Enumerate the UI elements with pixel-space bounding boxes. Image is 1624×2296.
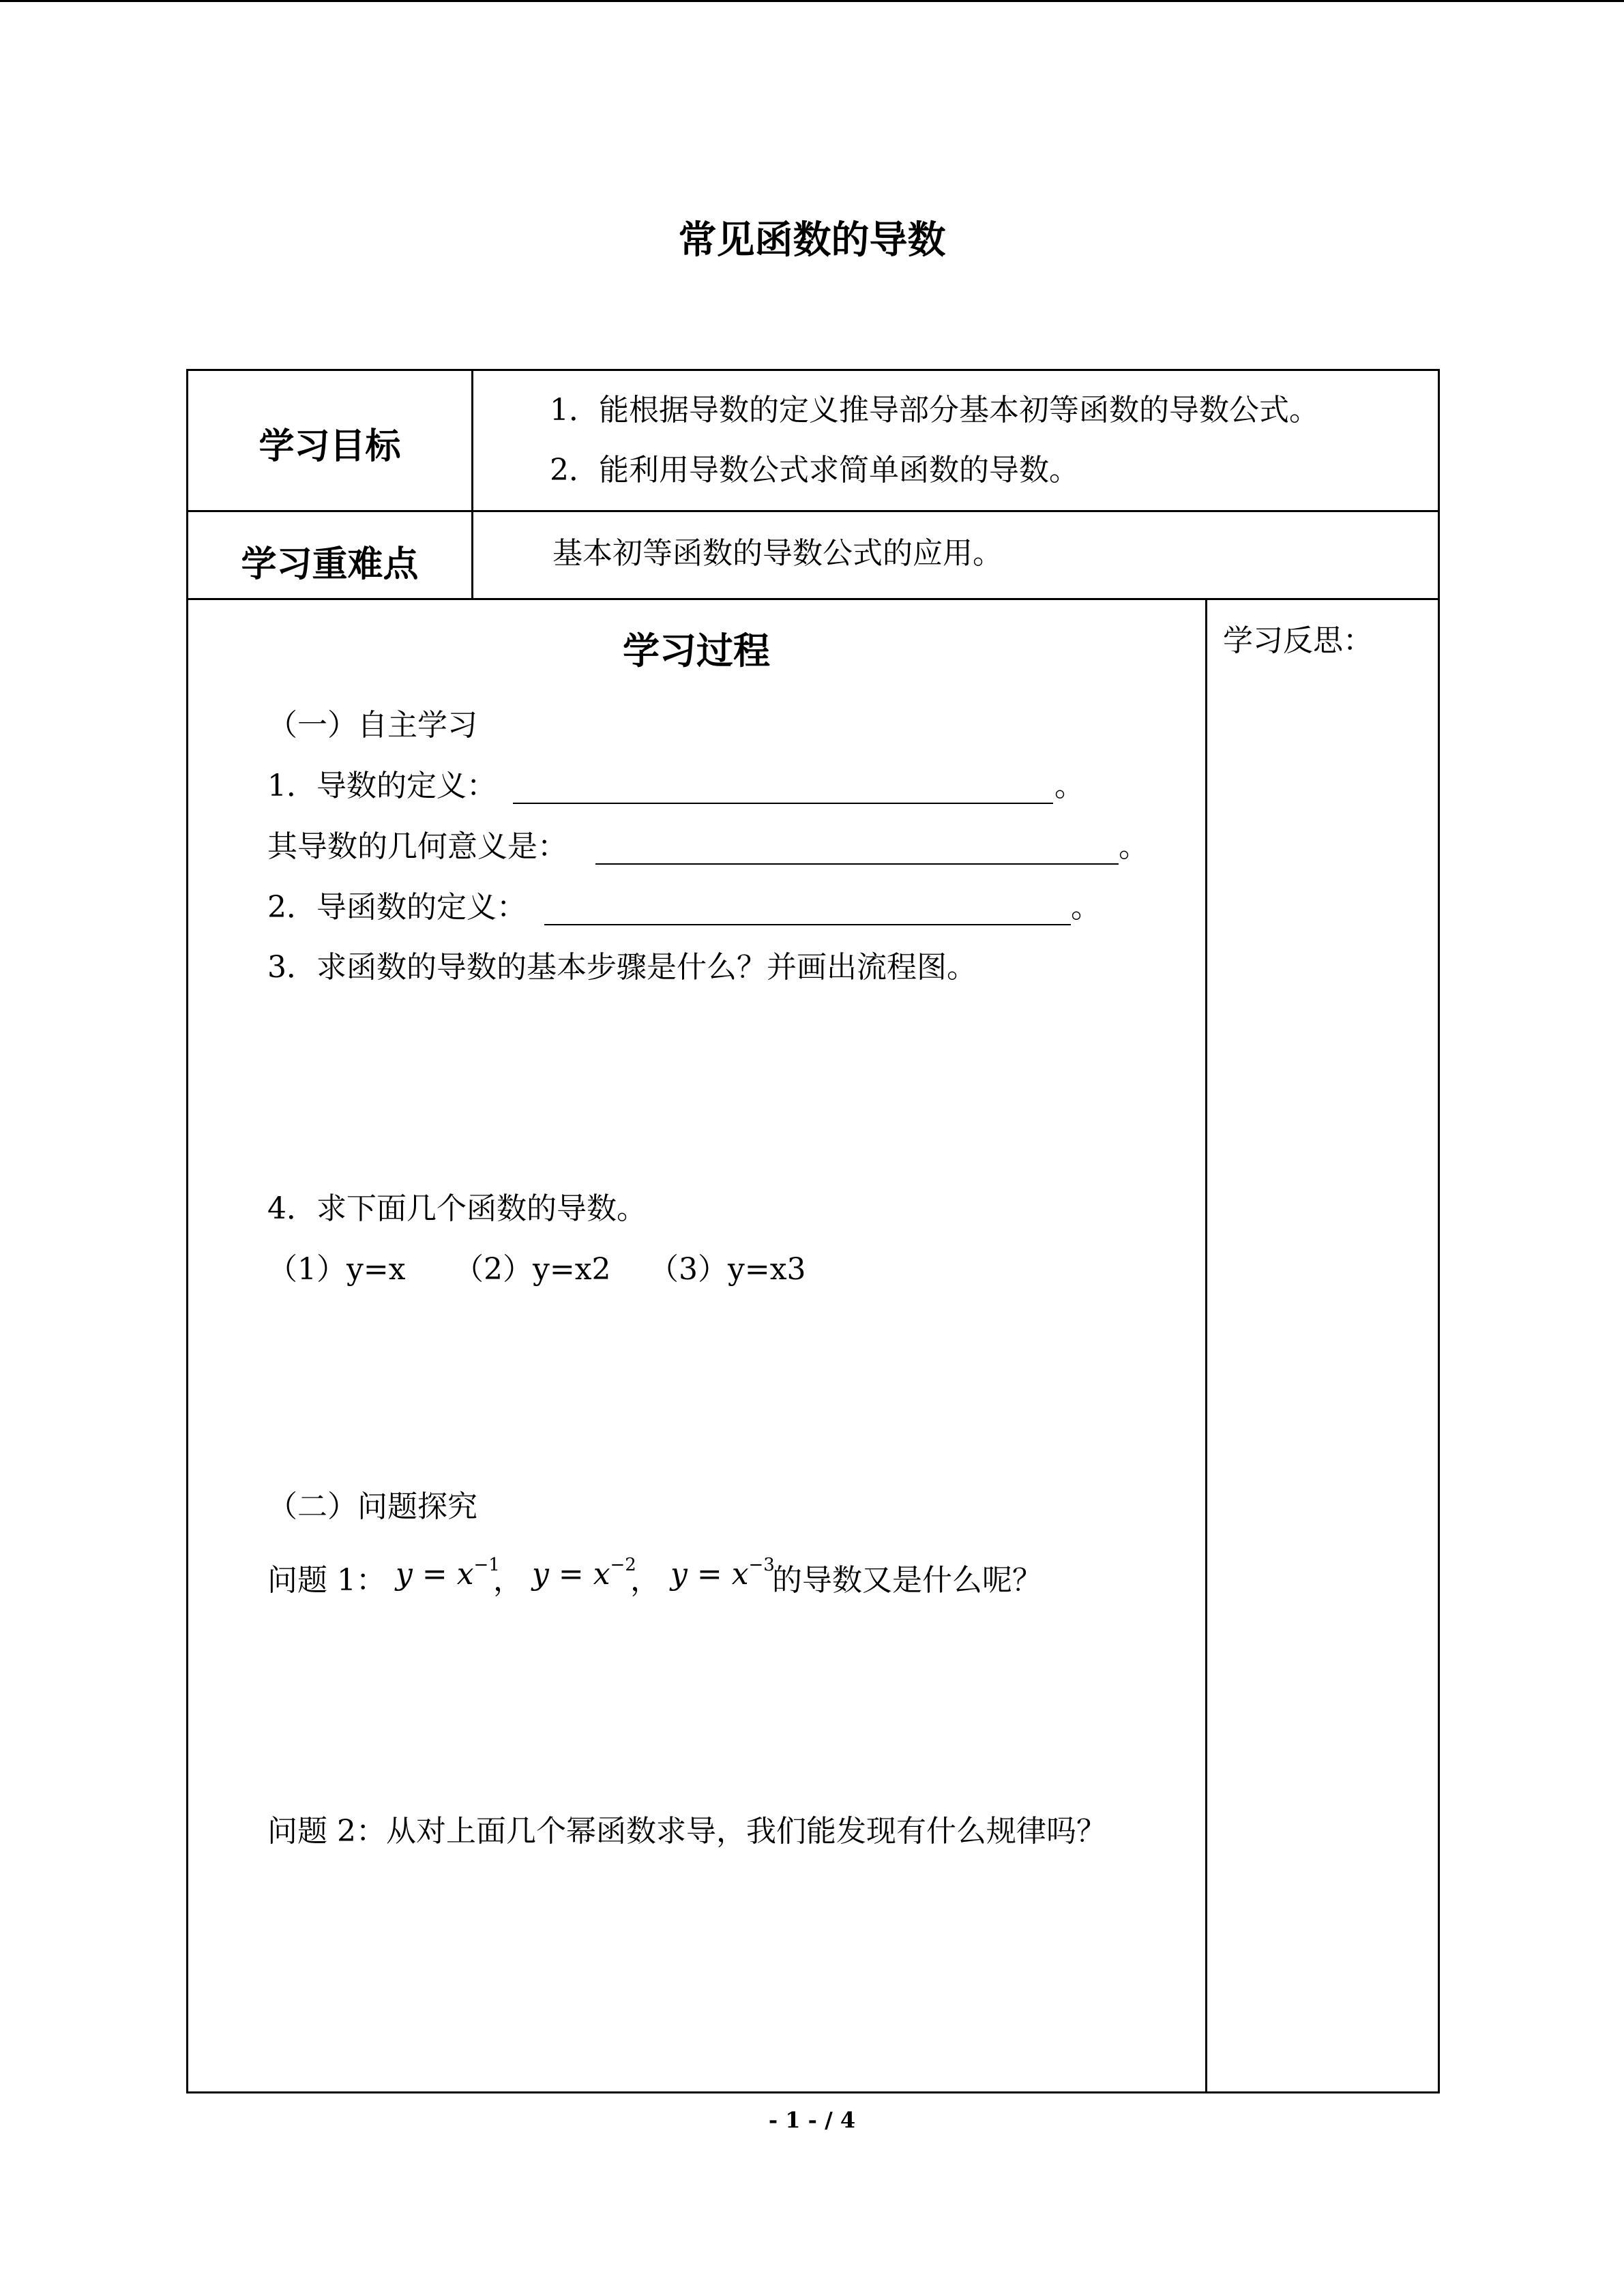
- section1-title: （一）自主学习: [267, 708, 477, 743]
- problem1-expr: $y = x^{-3}$: [670, 1555, 775, 1592]
- page-footer: - 1 - / 4: [768, 2107, 856, 2133]
- q4-item: （1）y=x: [267, 1252, 406, 1287]
- q4-item: （2）y=x2: [454, 1252, 611, 1287]
- row-divider: [186, 510, 1440, 512]
- row-divider: [186, 598, 1440, 600]
- key-points-label: 学习重难点: [241, 544, 419, 585]
- q1b-prefix: 其导数的几何意义是：: [267, 829, 567, 864]
- problem1-prefix: 问题 1：: [267, 1563, 386, 1598]
- problem1-expr: $y = x^{-2}$: [532, 1555, 636, 1592]
- q1-suffix: 。: [1054, 769, 1084, 803]
- answer-blank[interactable]: [513, 803, 1053, 804]
- section2-title: （二）问题探究: [267, 1489, 477, 1524]
- col-divider: [471, 369, 473, 600]
- process-heading: 学习过程: [623, 629, 770, 672]
- key-points-content: 基本初等函数的导数公式的应用。: [552, 536, 1003, 571]
- col-divider: [1205, 598, 1207, 2093]
- q1-prefix: 1．导数的定义：: [267, 769, 497, 803]
- problem2-text: 问题 2：从对上面几个幂函数求导，我们能发现有什么规律吗？: [267, 1814, 1106, 1849]
- q2-prefix: 2．导函数的定义：: [267, 890, 527, 925]
- objective-item: 1．能根据导数的定义推导部分基本初等函数的导数公式。: [550, 393, 1319, 428]
- problem1-sep: ，: [493, 1563, 523, 1598]
- problem1-suffix: 的导数又是什么呢？: [772, 1563, 1042, 1598]
- problem1-expr: $y = x^{-1}$: [396, 1555, 500, 1592]
- q4-text: 4．求下面几个函数的导数。: [267, 1191, 647, 1226]
- q1b-suffix: 。: [1119, 829, 1149, 864]
- q4-item: （3）y=x3: [649, 1252, 806, 1287]
- answer-blank[interactable]: [544, 924, 1071, 925]
- top-border: [0, 0, 1624, 2]
- objectives-label: 学习目标: [259, 426, 401, 467]
- q3-text: 3．求函数的导数的基本步骤是什么？并画出流程图。: [267, 950, 977, 985]
- reflection-label: 学习反思：: [1223, 623, 1373, 658]
- page-title: 常见函数的导数: [678, 218, 946, 263]
- objective-item: 2．能利用导数公式求简单函数的导数。: [550, 453, 1079, 488]
- answer-blank[interactable]: [595, 863, 1119, 865]
- q2-suffix: 。: [1071, 890, 1101, 925]
- problem1-sep: ，: [630, 1563, 660, 1598]
